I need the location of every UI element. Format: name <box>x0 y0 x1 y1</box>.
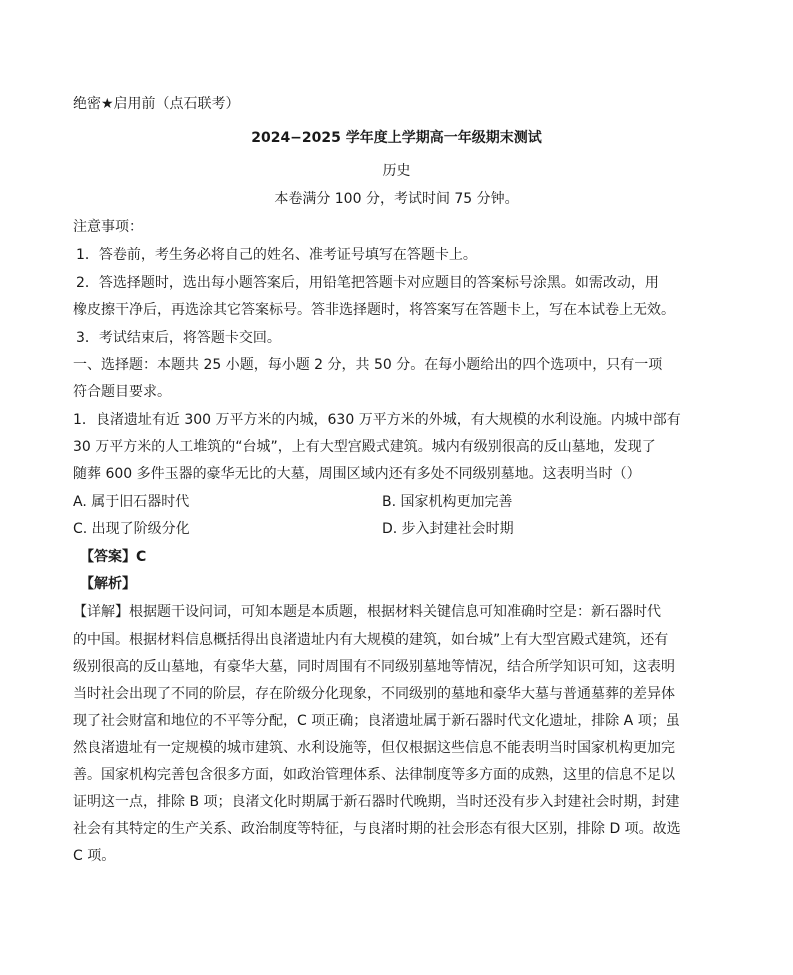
detail-line: C 项。 <box>73 848 116 864</box>
note-item: 1．答卷前，考生务必将自己的姓名、准考证号填写在答题卡上。 <box>76 247 477 263</box>
subject-title: 历史 <box>382 163 411 179</box>
confidential-mark: 绝密★启用前（点石联考） <box>73 96 240 112</box>
answer-label: 【答案】C <box>80 549 147 565</box>
option-c: C. 出现了阶级分化 <box>73 521 190 537</box>
option-a: A. 属于旧石器时代 <box>73 494 190 510</box>
score-time-info: 本卷满分 100 分，考试时间 75 分钟。 <box>274 191 519 207</box>
notes-heading: 注意事项： <box>73 219 143 235</box>
option-b: B. 国家机构更加完善 <box>382 494 513 510</box>
section-heading-continued: 符合题目要求。 <box>73 384 171 400</box>
question-stem: 1．良渚遗址有近 300 万平方米的内城，630 万平方米的外城，有大规模的水利设施。内城中部有 <box>73 412 681 428</box>
question-stem: 随葬 600 多件玉器的豪华无比的大墓，周围区域内还有多处不同级别墓地。这表明当时（） <box>73 466 641 482</box>
detail-line: 当时社会出现了不同的阶层，存在阶级分化现象，不同级别的墓地和豪华大墓与普通墓葬的差异体 <box>73 686 675 702</box>
option-d: D. 步入封建社会时期 <box>382 521 514 537</box>
detail-line: 级别很高的反山墓地，有豪华大墓，同时周围有不同级别墓地等情况，结合所学知识可知，这表明 <box>73 659 675 675</box>
detail-line: 善。国家机构完善包含很多方面，如政治管理体系、法律制度等多方面的成熟，这里的信息不足以 <box>73 767 675 783</box>
note-item: 3．考试结束后，将答题卡交回。 <box>76 330 281 346</box>
analysis-label: 【解析】 <box>80 576 136 592</box>
note-item: 2．答选择题时，选出每小题答案后，用铅笔把答题卡对应题目的答案标号涂黑。如需改动，用 <box>76 275 659 291</box>
section-heading: 一、选择题：本题共 25 小题，每小题 2 分，共 50 分。在每小题给出的四个选项中，只有一项 <box>73 357 663 373</box>
detail-line: 【详解】根据题干设问词，可知本题是本质题，根据材料关键信息可知准确时空是：新石器时代 <box>73 604 661 620</box>
exam-title: 2024−2025 学年度上学期高一年级期末测试 <box>251 130 542 146</box>
detail-line: 现了社会财富和地位的不平等分配，C 项正确；良渚遗址属于新石器时代文化遗址，排除 A 项；虽 <box>73 713 680 729</box>
note-item-continued: 橡皮擦干净后，再选涂其它答案标号。答非选择题时，将答案写在答题卡上，写在本试卷上无效。 <box>73 302 675 318</box>
detail-line: 的中国。根据材料信息概括得出良渚遗址内有大规模的建筑，如台城”上有大型宫殿式建筑，还有 <box>73 632 669 648</box>
detail-line: 然良渚遗址有一定规模的城市建筑、水利设施等，但仅根据这些信息不能表明当时国家机构更加完 <box>73 740 675 756</box>
detail-line: 证明这一点，排除 B 项；良渚文化时期属于新石器时代晚期，当时还没有步入封建社会时期，封建 <box>73 794 680 810</box>
question-stem: 30 万平方米的人工堆筑的“台城”，上有大型宫殿式建筑。城内有级别很高的反山墓地，发现了 <box>73 439 656 455</box>
detail-line: 社会有其特定的生产关系、政治制度等特征，与良渚时期的社会形态有很大区别，排除 D 项。故选 <box>73 821 681 837</box>
